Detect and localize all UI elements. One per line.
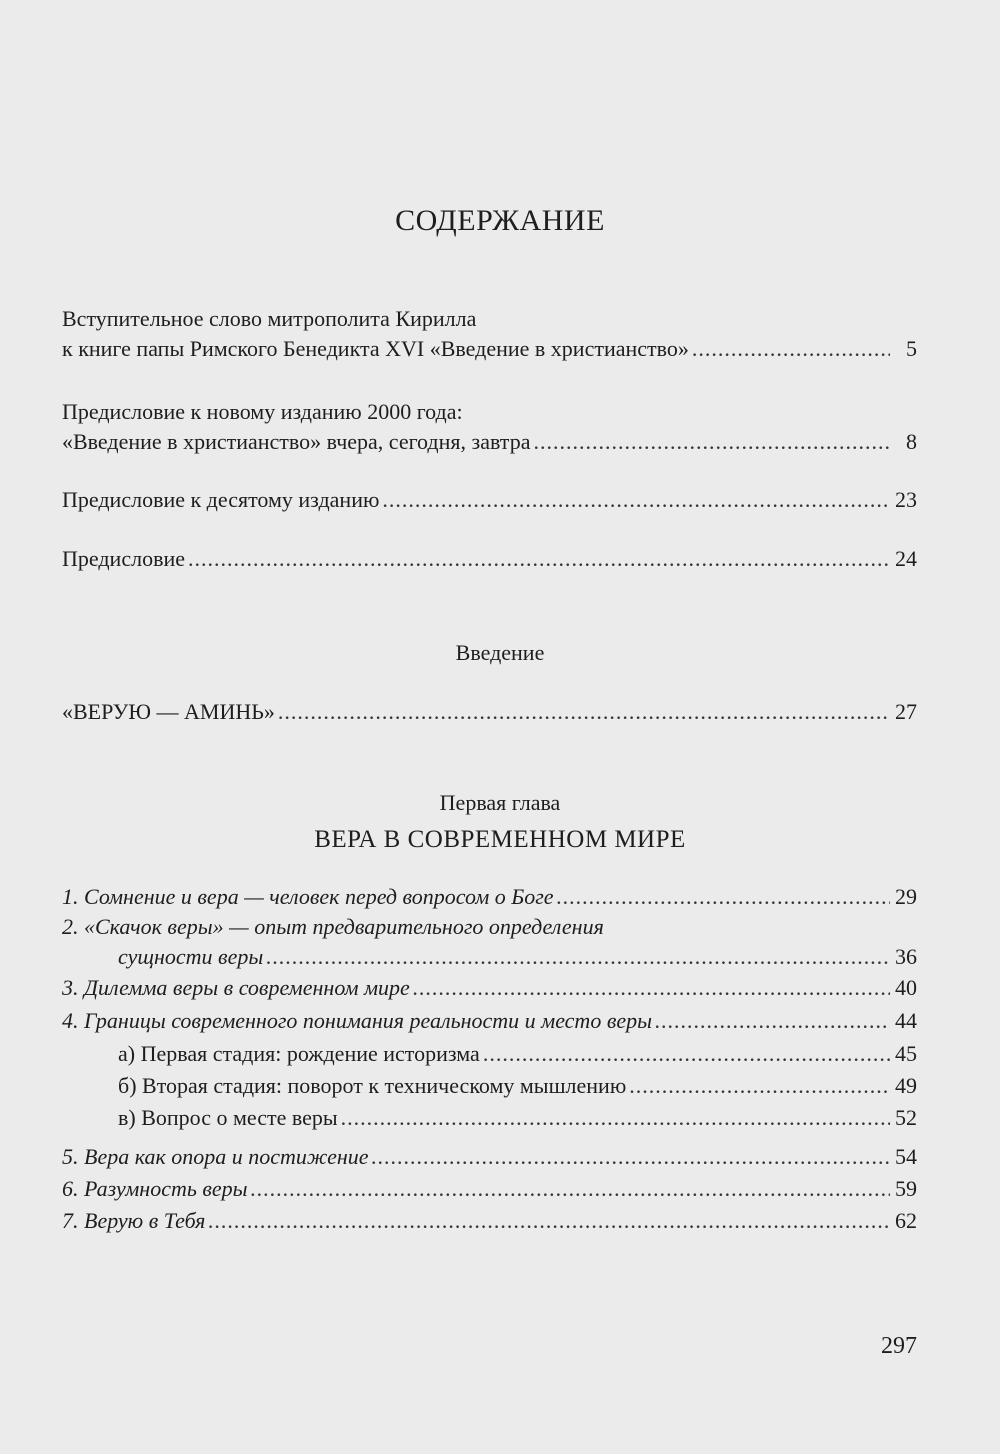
toc-entry-label: б) Вторая стадия: поворот к техническому мышлению xyxy=(118,1073,627,1098)
toc-entry-page: 59 xyxy=(895,1176,917,1201)
toc-entry-page: 49 xyxy=(895,1073,917,1098)
toc-entry-label: 4. Границы современного понимания реальности и место веры xyxy=(62,1008,653,1033)
toc-entry[interactable] xyxy=(62,335,917,363)
toc-entry-line1: 2. «Скачок веры» — опыт предварительного определения xyxy=(62,914,604,939)
leader-dots xyxy=(188,545,890,573)
leader-dots xyxy=(483,1040,890,1068)
toc-entry-page: 44 xyxy=(895,1008,917,1033)
toc-entry-page: 36 xyxy=(895,944,917,969)
toc-entry[interactable] xyxy=(62,1175,917,1203)
toc-entry-label: Предисловие xyxy=(62,546,185,571)
toc-entry-label: 6. Разумность веры xyxy=(62,1176,248,1201)
toc-entry-page: 62 xyxy=(895,1208,917,1233)
toc-entry-label: сущности веры xyxy=(118,944,264,969)
chapter-title: ВЕРА В СОВРЕМЕННОМ МИРЕ xyxy=(314,826,686,853)
toc-entry-line1: Вступительное слово митрополита Кирилла xyxy=(62,306,477,331)
page-number: 297 xyxy=(881,1333,917,1359)
toc-entry-page: 54 xyxy=(895,1144,917,1169)
leader-dots xyxy=(341,1104,890,1132)
toc-entry[interactable] xyxy=(62,1143,917,1171)
toc-entry-page: 29 xyxy=(895,884,917,909)
toc-entry[interactable] xyxy=(62,545,917,573)
toc-entry-page: 23 xyxy=(895,487,917,512)
toc-entry-label: 3. Дилемма веры в современном мире xyxy=(62,975,410,1000)
toc-entry-page: 24 xyxy=(895,546,917,571)
toc-entry[interactable] xyxy=(62,698,917,726)
leader-dots xyxy=(278,698,890,726)
toc-entry[interactable] xyxy=(62,486,917,514)
introduction-heading: Введение xyxy=(455,640,545,665)
leader-dots xyxy=(655,1007,890,1035)
toc-entry-page: 52 xyxy=(895,1105,917,1130)
toc-subentry[interactable] xyxy=(118,1072,917,1100)
toc-entry-label: Предисловие к десятому изданию xyxy=(62,487,380,512)
toc-entry-page: 5 xyxy=(906,336,917,361)
toc-entry-label: 7. Верую в Тебя xyxy=(62,1208,206,1233)
toc-entry-label: к книге папы Римского Бенедикта XVI «Введение в христианство» xyxy=(62,336,689,361)
toc-entry[interactable] xyxy=(62,428,917,456)
toc-entry-label: «ВЕРУЮ — АМИНЬ» xyxy=(62,699,275,724)
chapter-label: Первая глава xyxy=(439,790,561,815)
leader-dots xyxy=(413,974,890,1002)
leader-dots xyxy=(557,883,890,911)
leader-dots xyxy=(251,1175,890,1203)
leader-dots xyxy=(692,335,890,363)
toc-title: СОДЕРЖАНИЕ xyxy=(395,204,605,237)
leader-dots xyxy=(208,1207,890,1235)
toc-entry-label: 1. Сомнение и вера — человек перед вопросом о Боге xyxy=(62,884,554,909)
toc-entry-page: 8 xyxy=(906,429,917,454)
toc-entry[interactable] xyxy=(118,943,917,971)
toc-entry-page: 27 xyxy=(895,699,917,724)
toc-subentry[interactable] xyxy=(118,1104,917,1132)
toc-subentry[interactable] xyxy=(118,1040,917,1068)
toc-entry-label: 5. Вера как опора и постижение xyxy=(62,1144,369,1169)
leader-dots xyxy=(533,428,890,456)
toc-entry[interactable] xyxy=(62,974,917,1002)
toc-entry-page: 40 xyxy=(895,975,917,1000)
toc-entry-line1: Предисловие к новому изданию 2000 года: xyxy=(62,399,463,424)
toc-entry-label: «Введение в христианство» вчера, сегодня, завтра xyxy=(62,429,531,454)
toc-entry[interactable] xyxy=(62,883,917,911)
leader-dots xyxy=(372,1143,890,1171)
toc-entry[interactable] xyxy=(62,1207,917,1235)
leader-dots xyxy=(266,943,890,971)
toc-entry-label: в) Вопрос о месте веры xyxy=(118,1105,338,1130)
toc-entry-page: 45 xyxy=(895,1041,917,1066)
leader-dots xyxy=(382,486,890,514)
leader-dots xyxy=(629,1072,890,1100)
toc-entry-label: а) Первая стадия: рождение историзма xyxy=(118,1041,480,1066)
toc-entry[interactable] xyxy=(62,1007,917,1035)
